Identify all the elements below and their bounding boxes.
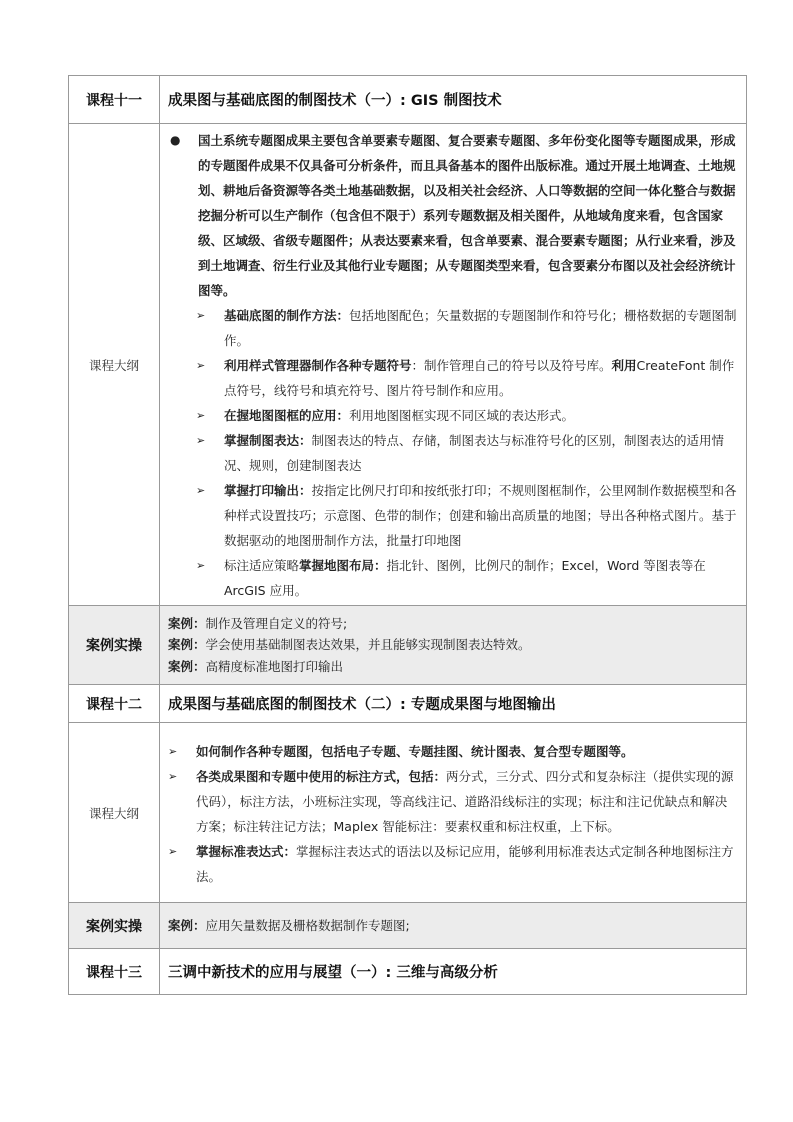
list-item — [168, 353, 738, 403]
case-line — [168, 656, 738, 678]
arrow-bullet-icon: ➢ — [168, 844, 178, 858]
list-item — [168, 739, 738, 764]
lesson11-case-label: 案例实操 — [69, 606, 160, 685]
case-line — [168, 915, 738, 937]
case-prefix: 案例： — [168, 917, 206, 933]
item-heading: 如何制作各种专题图，包括电子专题、专题挂图、统计图表、复合型专题图等。 — [196, 743, 634, 759]
lesson12-case-row — [69, 903, 747, 949]
item-text: 利用地图图框实现不同区域的表达形式。 — [349, 408, 575, 423]
lesson12-outline-label: 课程大纲 — [69, 723, 160, 903]
item-heading: 各类成果图和专题中使用的标注方式，包括： — [196, 768, 447, 784]
arrow-bullet-icon: ➢ — [168, 744, 178, 758]
case-text: 学会使用基础制图表达效果，并且能够实现制图表达特效。 — [205, 637, 531, 653]
list-item — [168, 428, 738, 478]
lesson11-outline-label: 课程大纲 — [69, 124, 160, 606]
list-item — [168, 839, 738, 889]
lesson11-outline-content — [160, 124, 747, 606]
case-prefix: 案例： — [168, 637, 206, 653]
lesson11-title: 成果图与基础底图的制图技术（一）: GIS 制图技术 — [160, 76, 747, 124]
item-heading: 在握地图图框的应用： — [224, 408, 350, 423]
case-prefix: 案例： — [168, 658, 206, 674]
item-text: 包括地图配色；矢量数据的专题图制作和符号化；栅格数据的专题图制作。 — [224, 308, 737, 348]
case-text: 应用矢量数据及栅格数据制作专题图; — [205, 917, 410, 933]
item-text: 制图表达的特点、存储，制图表达与标准符号化的区别，制图表达的适用情况、规则，创建制图表达 — [224, 433, 725, 473]
lesson12-outline-row — [69, 723, 747, 903]
lesson11-intro-paragraph — [168, 128, 738, 303]
arrow-bullet-icon: ➢ — [196, 434, 206, 447]
list-item — [168, 303, 738, 353]
lesson12-case-content — [160, 903, 747, 949]
arrow-bullet-icon: ➢ — [168, 769, 178, 783]
list-item — [168, 764, 738, 839]
item-text: 标注适应策略 — [224, 558, 300, 573]
arrow-bullet-icon: ➢ — [196, 309, 206, 322]
lesson13-title-row — [69, 949, 747, 995]
lesson13-title: 三调中新技术的应用与展望（一）: 三维与高级分析 — [160, 949, 747, 995]
item-heading: 掌握标准表达式： — [196, 843, 297, 859]
item-text: ：制作管理自己的符号以及符号库。 — [411, 358, 612, 373]
lesson12-outline-content — [160, 723, 747, 903]
item-heading: 掌握制图表达： — [224, 433, 312, 448]
lesson11-case-content — [160, 606, 747, 685]
arrow-bullet-icon: ➢ — [196, 409, 206, 422]
item-text: 掌握标注表达式的语法以及标记应用，能够利用标准表达式定制各种地图标注方法。 — [196, 843, 734, 884]
case-line — [168, 634, 738, 656]
case-text: 高精度标准地图打印输出 — [205, 658, 344, 674]
lesson11-intro: 国土系统专题图成果主要包含单要素专题图、复合要素专题图、多年份变化图等专题图成果，形成的专题图件成果不仅具备可分析条件，而且具备基本的图件出版标准。通过开展土地调查、土地规划、耕地后备资源等各类土地基础数据，以及相关社会经济、人口等数据的空间一体化整合与数据挖掘分析可以生产制作（包含但不限于）系列专题数据及相关图件，从地域角度来看，包含国家级、区域级、省级专题图件；从表达要素来看，包含单要素、混合要素专题图；从行业来看，涉及到土地调查、衍生行业及其他行业专题图；从专题图类型来看，包含要素分布图以及社会经济统计图等。 — [198, 133, 736, 298]
lesson12-title-row — [69, 685, 747, 723]
item-heading-2: 掌握地图布局： — [299, 558, 387, 573]
list-item — [168, 403, 738, 428]
case-line — [168, 613, 738, 635]
lesson11-title-row — [69, 76, 747, 124]
lesson12-label: 课程十二 — [69, 685, 160, 723]
lesson11-label: 课程十一 — [69, 76, 160, 124]
list-item — [168, 553, 738, 603]
item-heading-2: 利用 — [611, 358, 637, 373]
lesson11-case-row — [69, 606, 747, 685]
lesson12-case-label: 案例实操 — [69, 903, 160, 949]
arrow-bullet-icon: ➢ — [196, 559, 206, 572]
course-table — [68, 75, 747, 995]
lesson11-outline-row — [69, 124, 747, 606]
list-item — [168, 478, 738, 553]
lesson12-title: 成果图与基础底图的制图技术（二）: 专题成果图与地图输出 — [160, 685, 747, 723]
arrow-bullet-icon: ➢ — [196, 484, 206, 497]
item-text: 两分式，三分式、四分式和复杂标注（提供实现的源代码），标注方法，小班标注实现，等高线注记、道路沿线标注的实现；标注和注记优缺点和解决方案；标注转注记方法；Maplex 智能标注：要素权重和标注权重，上下标。 — [196, 768, 734, 834]
lesson13-label: 课程十三 — [69, 949, 160, 995]
item-heading: 掌握打印输出： — [224, 483, 312, 498]
item-heading: 基础底图的制作方法： — [224, 308, 350, 323]
arrow-bullet-icon: ➢ — [196, 359, 206, 372]
item-text-2: CreateFont 制作点符号，线符号和填充符号、图片符号制作和应用。 — [224, 358, 735, 398]
item-heading: 利用样式管理器制作各种专题符号 — [224, 358, 412, 373]
case-text: 制作及管理自定义的符号; — [205, 615, 348, 631]
item-text-2: 指北针、图例，比例尺的制作；Excel，Word 等图表等在 ArcGIS 应用。 — [224, 558, 706, 598]
bullet-icon: ● — [170, 133, 181, 147]
item-text: 按指定比例尺打印和按纸张打印；不规则图框制作，公里网制作数据模型和各种样式设置技巧；示意图、色带的制作；创建和输出高质量的地图；导出各种格式图片。基于数据驱动的地图册制作方法，批量打印地图 — [224, 483, 737, 548]
case-prefix: 案例： — [168, 615, 206, 631]
